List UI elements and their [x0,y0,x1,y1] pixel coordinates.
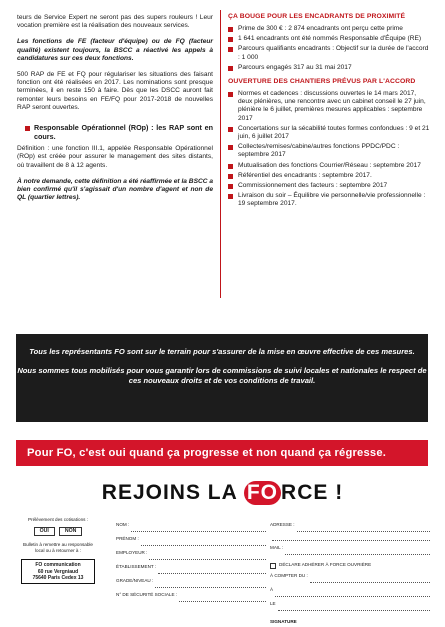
adresse-field[interactable] [270,518,430,532]
form-identity-fields [116,518,266,602]
grade-label: GRADE/NIVEAU : [116,578,154,583]
column-divider [220,10,221,298]
fo-address-line: FO communication [35,562,81,569]
list-item: Parcours engagés 317 au 31 mai 2017 [228,64,430,72]
le-label: LE [270,601,276,606]
nom-field[interactable] [116,518,266,532]
adhesion-label: DÉCLARE ADHÉRER À FORCE OUVRIÈRE [279,562,372,567]
fo-logo-icon: FO [244,481,281,505]
form-contact-fields [270,518,430,627]
rejoins-text-before: REJOINS LA [101,481,244,504]
list-item: Prime de 300 € : 2 874 encadrants ont perçu cette prime [228,25,430,33]
list-item: Parcours qualifiants encadrants : Objectif sur la durée de l'accord : 1 000 [228,45,430,61]
secu-field[interactable] [116,588,266,602]
mobilisation-text-1: Tous les représentants FO sont sur le terrain pour s'assurer de la mise en œuvre effective de ces mesures. [29,347,415,356]
mobilisation-text-2: Nous sommes tous mobilisés pour vous garantir lors de commissions de suivi locales et nationales le respect de ces nouveaux droits et de vos conditions de travail. [17,366,427,385]
prelevement-choice [18,527,98,537]
prenom-label: PRÉNOM : [116,536,139,541]
red-square-bullet-icon [25,126,30,131]
list-item: Commissionnement des facteurs : septembre 2017 [228,182,430,190]
left-paragraph-definition: Définition : une fonction III.1, appelée Responsable Opérationnel (ROp) est créée pour assurer le management des sites distants, où travaillent de 8 à 12 agents. [17,145,213,169]
etablissement-label: ÉTABLISSEMENT : [116,564,157,569]
section-encadrants-list [228,25,430,72]
right-column [228,13,430,211]
prelevement-label: Prélèvement des cotisations : [27,517,88,522]
left-paragraph-demande: À notre demande, cette définition a été réaffirmée et la BSCC a bien confirmé qu'il s'agissait d'un nombre d'agent et non de QL (quartier lettres). [17,177,213,202]
date-debut-label: À COMPTER DU : [270,573,308,578]
left-paragraph-rap: 500 RAP de FE et FQ pour régulariser les situations des faisant fonction ont été réalisées en 2017. Les nominations sont presque terminées, il en reste 150 à faire. Dès que les DSCC auront fait remonter leurs besoins en FE/FQ pour 2017-2018 de nouvelles RAP seront ouvertes. [17,71,213,111]
etablissement-field[interactable] [116,560,266,574]
date-signature-field[interactable] [270,597,430,611]
fo-address-box [21,559,95,584]
list-item: Normes et cadences : discussions ouvertes le 14 mars 2017, deux plénières, une rencontre avec un cabinet conseil le 27 juin, plénière le 6 juillet, premières mesures applicables : septembre 2017 [228,90,430,123]
slogan-banner [16,440,428,466]
section-chantiers-title: OUVERTURE DES CHANTIERS PRÉVUS PAR L'ACCORD [228,78,416,86]
section-chantiers-list [228,90,430,209]
lieu-field[interactable] [270,583,430,597]
form-prelevement-block [18,517,98,584]
section-encadrants-title: ÇA BOUGE POUR LES ENCADRANTS DE PROXIMITÉ [228,13,406,20]
date-debut-field[interactable] [270,569,430,583]
list-item: Collectes/remises/cabine/autres fonctions PPDC/PDC : septembre 2017 [228,143,430,159]
mail-label: MAIL : [270,545,284,550]
rop-heading-text: Responsable Opérationnel (ROp) : les RAP sont en cours. [34,123,213,141]
rop-heading [25,124,213,141]
fo-address-line: 60 rue Vergniaud [37,568,79,575]
prenom-field[interactable] [116,532,266,546]
left-paragraph-1: teurs de Service Expert ne seront pas des supers rouleurs ! Leur vocation première est la réalisation des nouveaux services. [17,14,213,30]
mail-field[interactable] [270,541,430,555]
left-paragraph-fe-fq: Les fonctions de FE (facteur d'équipe) ou de FQ (facteur qualité) existent toujours, la BSCC a réactivé les appels à candidatures sur ces deux fonctions. [17,38,213,62]
rejoins-headline [0,481,445,505]
mobilisation-banner [16,334,428,422]
signature-label[interactable]: SIGNATURE [270,619,297,624]
list-item: Référentiel des encadrants : septembre 2017. [228,172,430,180]
list-item: Concertations sur la sécabilité toutes formes confondues : 9 et 21 juin, 6 juillet 2017 [228,125,430,141]
grade-field[interactable] [116,574,266,588]
left-column [17,14,213,210]
employeur-field[interactable] [116,546,266,560]
fo-address-line: 75640 Paris Cedex 13 [32,574,84,581]
adresse-field-line2[interactable] [270,532,430,541]
employeur-label: EMPLOYEUR : [116,550,148,555]
list-item: 1 641 encadrants ont été nommés Responsable d'Équipe (RE) [228,35,430,43]
bulletin-note: Bulletin à remettre au responsable local ou à retourner à : [23,542,93,553]
nom-label: NOM : [116,522,130,527]
oui-option[interactable]: OUI [34,527,55,537]
secu-label: N° DE SÉCURITÉ SOCIALE : [116,592,178,597]
lieu-label: À [270,587,274,592]
list-item: Mutualisation des fonctions Courrier/Réseau : septembre 2017 [228,162,430,170]
adresse-label: ADRESSE : [270,522,295,527]
adhesion-declaration[interactable] [270,555,430,569]
non-option[interactable]: NON [59,527,83,537]
list-item: Livraison du soir – Équilibre vie personnelle/vie professionnelle : 19 septembre 2017. [228,192,430,208]
rejoins-text-after: RCE ! [281,481,344,504]
slogan-text: Pour FO, c'est oui quand ça progresse et non quand ça régresse. [27,447,387,459]
